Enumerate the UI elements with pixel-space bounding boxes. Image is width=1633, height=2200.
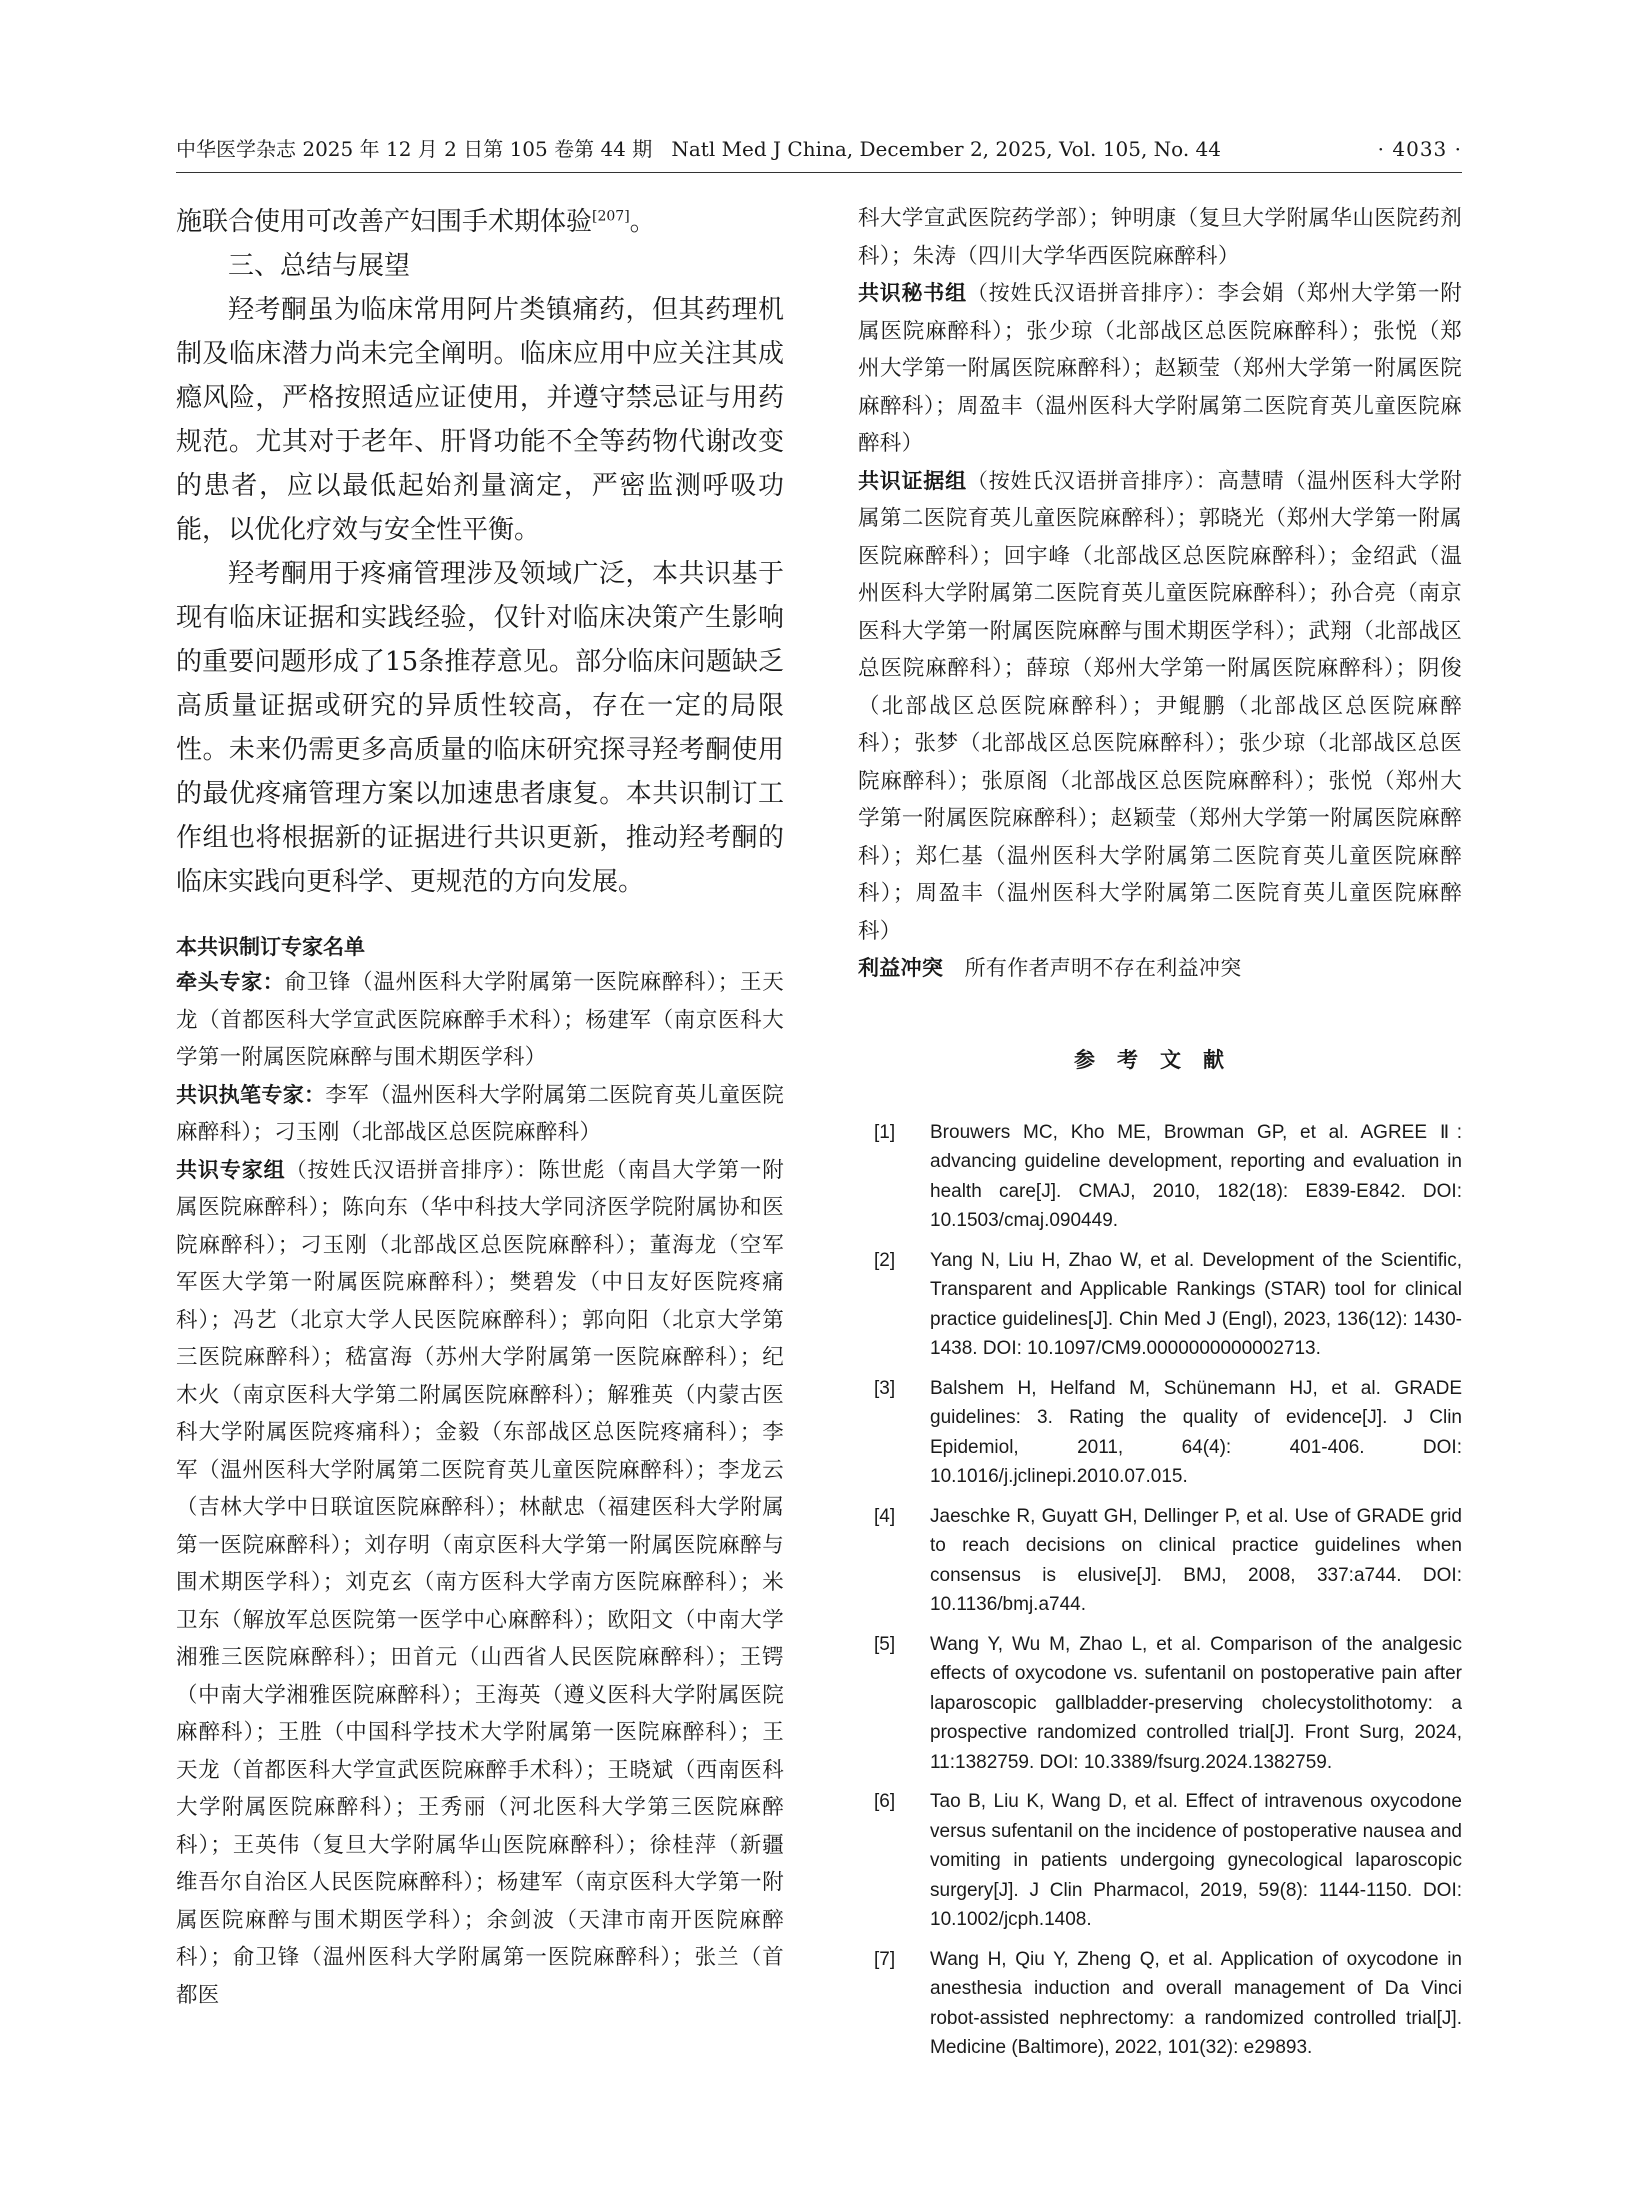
secretary-group-text: 李会娟（郑州大学第一附属医院麻醉科）；张少琼（北部战区总医院麻醉科）；张悦（郑州大学第一附属医院麻醉科）；赵颖莹（郑州大学第一附属医院麻醉科）；周盈丰（温州医科大学附属第二医院育英儿童医院麻醉科） [858, 281, 1463, 456]
expert-group-text: 陈世彪（南昌大学第一附属医院麻醉科）；陈向东（华中科技大学同济医学院附属协和医院麻醉科）；刁玉刚（北部战区总医院麻醉科）；董海龙（空军军医大学第一附属医院麻醉科）；樊碧发（中日友好医院疼痛科）；冯艺（北京大学人民医院麻醉科）；郭向阳（北京大学第三医院麻醉科）；嵇富海（苏州大学附属第一医院麻醉科）；纪木火（南京医科大学第二附属医院麻醉科）；解雅英（内蒙古医科大学附属医院疼痛科）；金毅（东部战区总医院疼痛科）；李军（温州医科大学附属第二医院育英儿童医院麻醉科）；李龙云（吉林大学中日联谊医院麻醉科）；林献忠（福建医科大学附属第一医院麻醉科）；刘存明（南京医科大学第一附属医院麻醉与围术期医学科）；刘克玄（南方医科大学南方医院麻醉科）；米卫东（解放军总医院第一医学中心麻醉科）；欧阳文（中南大学湘雅三医院麻醉科）；田首元（山西省人民医院麻醉科）；王锷（中南大学湘雅医院麻醉科）；王海英（遵义医科大学附属医院麻醉科）；王胜（中国科学技术大学附属第一医院麻醉科）；王天龙（首都医科大学宣武医院麻醉手术科）；王晓斌（西南医科大学附属医院麻醉科）；王秀丽（河北医科大学第三医院麻醉科）；王英伟（复旦大学附属华山医院麻醉科）；徐桂萍（新疆维吾尔自治区人民医院麻醉科）；杨建军（南京医科大学第一附属医院麻醉与围术期医学科）；余剑波（天津市南开医院麻醉科）；俞卫锋（温州医科大学附属第一医院麻醉科）；张兰（首都医 [176, 1157, 784, 2008]
reference-number: [1] [874, 1121, 896, 1143]
paragraph-end: 。 [629, 207, 656, 237]
expert-group [176, 1152, 784, 2015]
paragraph-summary: 羟考酮虽为临床常用阿片类镇痛药，但其药理机制及临床潜力尚未完全阐明。临床应用中应关注其成瘾风险，严格按照适应证使用，并遵守禁忌证与用药规范。尤其对于老年、肝肾功能不全等药物代谢改变的患者，应以最低起始剂量滴定，严密监测呼吸功能，以优化疗效与安全性平衡。 [176, 295, 784, 545]
reference-number: [3] [874, 1377, 896, 1399]
reference-text: Wang Y, Wu M, Zhao L, et al. Comparison of the analgesic effects of oxycodone vs. sufentanil on postoperative pain after laparoscopic gallbladder-preserving cholecystolithotomy: a prospective randomized controlled trial[J]. Front Surg, 2024, 11:1382759. DOI: 10.3389/fsurg.2024.1382759. [930, 1633, 1462, 1773]
paragraph-text: 施联合使用可改善产妇围手术期体验 [176, 207, 593, 237]
journal-name-en: Natl Med J China, December 2, 2025, Vol. 105, No. 44 [671, 137, 1222, 161]
conflict-label: 利益冲突 [858, 956, 944, 980]
reference-number: [4] [874, 1505, 896, 1527]
section-heading: 三、总结与展望 [228, 251, 411, 281]
reference-text: Jaeschke R, Guyatt GH, Dellinger P, et al. Use of GRADE grid to reach decisions on clinical practice guidelines when consensus is elusive[J]. BMJ, 2008, 337:a744. DOI: 10.1136/bmj.a744. [930, 1505, 1462, 1615]
expert-group-continued: 科大学宣武医院药学部）；钟明康（复旦大学附属华山医院药剂科）；朱涛（四川大学华西医院麻醉科） [858, 206, 1462, 269]
reference-item [858, 1502, 1462, 1620]
reference-item [858, 1118, 1462, 1236]
lead-experts-text: 俞卫锋（温州医科大学附属第一医院麻醉科）；王天龙（首都医科大学宣武医院麻醉手术科）；杨建军（南京医科大学第一附属医院麻醉与围术期医学科） [176, 970, 785, 1070]
secretary-group-label: 共识秘书组 [858, 281, 967, 305]
experts-list-title: 本共识制订专家名单 [176, 935, 365, 959]
reference-item [858, 1246, 1462, 1364]
reference-text: Tao B, Liu K, Wang D, et al. Effect of intravenous oxycodone versus sufentanil on the incidence of postoperative nausea and vomiting in patients undergoing gynecological laparoscopic surgery[J]. J Clin Pharmacol, 2019, 59(8): 1144-1150. DOI: 10.1002/jcph.1408. [930, 1791, 1462, 1930]
secretary-group-order: （按姓氏汉语拼音排序）： [966, 281, 1218, 305]
page-number: · 4033 · [1377, 137, 1462, 161]
conflict-text: 所有作者声明不存在利益冲突 [964, 956, 1242, 980]
left-column [176, 200, 784, 2014]
reference-item [858, 1945, 1462, 2063]
reference-text: Yang N, Liu H, Zhao W, et al. Development of the Scientific, Transparent and Applicable Rankings (STAR) tool for clinical practice guidelines[J]. Chin Med J (Engl), 2023, 136(12): 1430-1438. DOI: 10.1097/CM9.0000000000002713. [930, 1249, 1462, 1359]
reference-number: [2] [874, 1249, 896, 1271]
reference-text: Wang H, Qiu Y, Zheng Q, et al. Application of oxycodone in anesthesia induction and overall management of Da Vinci robot-assisted nephrectomy: a randomized controlled trial[J]. Medicine (Baltimore), 2022, 101(32): e29893. [930, 1948, 1462, 2058]
evidence-group-text: 高慧晴（温州医科大学附属第二医院育英儿童医院麻醉科）；郭晓光（郑州大学第一附属医院麻醉科）；回宇峰（北部战区总医院麻醉科）；金绍武（温州医科大学附属第二医院育英儿童医院麻醉科）；孙合亮（南京医科大学第一附属医院麻醉与围术期医学科）；武翔（北部战区总医院麻醉科）；薛琼（郑州大学第一附属医院麻醉科）；阴俊（北部战区总医院麻醉科）；尹鲲鹏（北部战区总医院麻醉科）；张梦（北部战区总医院麻醉科）；张少琼（北部战区总医院麻醉科）；张原阁（北部战区总医院麻醉科）；张悦（郑州大学第一附属医院麻醉科）；赵颖莹（郑州大学第一附属医院麻醉科）；郑仁基（温州医科大学附属第二医院育英儿童医院麻醉科）；周盈丰（温州医科大学附属第二医院育英儿童医院麻醉科） [858, 468, 1463, 944]
reference-number: [5] [874, 1633, 896, 1655]
reference-number: [6] [874, 1791, 896, 1812]
reference-list [858, 1118, 1462, 2063]
references-title: 参考文献 [1074, 1047, 1246, 1072]
reference-item [858, 1787, 1462, 1935]
journal-name-cn: 中华医学杂志 2025 年 12 月 2 日第 105 卷第 44 期 [176, 137, 653, 161]
writing-experts [176, 1077, 784, 1152]
evidence-group-label: 共识证据组 [858, 468, 967, 493]
expert-group-label: 共识专家组 [176, 1157, 286, 1182]
citation-ref[interactable]: [207] [592, 208, 630, 225]
lead-experts [176, 964, 784, 1077]
right-column [858, 200, 1462, 2073]
evidence-group [858, 463, 1462, 951]
reference-text: Brouwers MC, Kho ME, Browman GP, et al. AGREE Ⅱ: advancing guideline development, reporting and evaluation in health care[J]. CMAJ, 2010, 182(18): E839-E842. DOI: 10.1503/cmaj.090449. [930, 1121, 1462, 1231]
paragraph-continuation [176, 200, 784, 244]
reference-text: Balshem H, Helfand M, Schünemann HJ, et al. GRADE guidelines: 3. Rating the quality of evidence[J]. J Clin Epidemiol, 2011, 64(4): 401-406. DOI: 10.1016/j.jclinepi.2010.07.015. [930, 1377, 1462, 1487]
evidence-group-order: （按姓氏汉语拼音排序）： [966, 468, 1218, 493]
writing-experts-text: 李军（温州医科大学附属第二医院育英儿童医院麻醉科）；刁玉刚（北部战区总医院麻醉科） [176, 1082, 784, 1145]
writing-experts-label: 共识执笔专家： [176, 1082, 326, 1107]
paragraph-outlook: 羟考酮用于疼痛管理涉及领域广泛，本共识基于现有临床证据和实践经验，仅针对临床决策产生影响的重要问题形成了15条推荐意见。部分临床问题缺乏高质量证据或研究的异质性较高，存在一定的局限性。未来仍需更多高质量的临床研究探寻羟考酮使用的最优疼痛管理方案以加速患者康复。本共识制订工作组也将根据新的证据进行共识更新，推动羟考酮的临床实践向更科学、更规范的方向发展。 [176, 559, 784, 897]
journal-citation [176, 134, 1221, 164]
running-header [176, 134, 1462, 173]
expert-group-order: （按姓氏汉语拼音排序）： [285, 1157, 539, 1182]
secretary-group [858, 275, 1462, 463]
reference-item [858, 1374, 1462, 1492]
lead-experts-label: 牵头专家： [176, 970, 285, 994]
reference-number: [7] [874, 1948, 896, 1970]
reference-item [858, 1630, 1462, 1778]
conflict-of-interest [858, 950, 1462, 988]
